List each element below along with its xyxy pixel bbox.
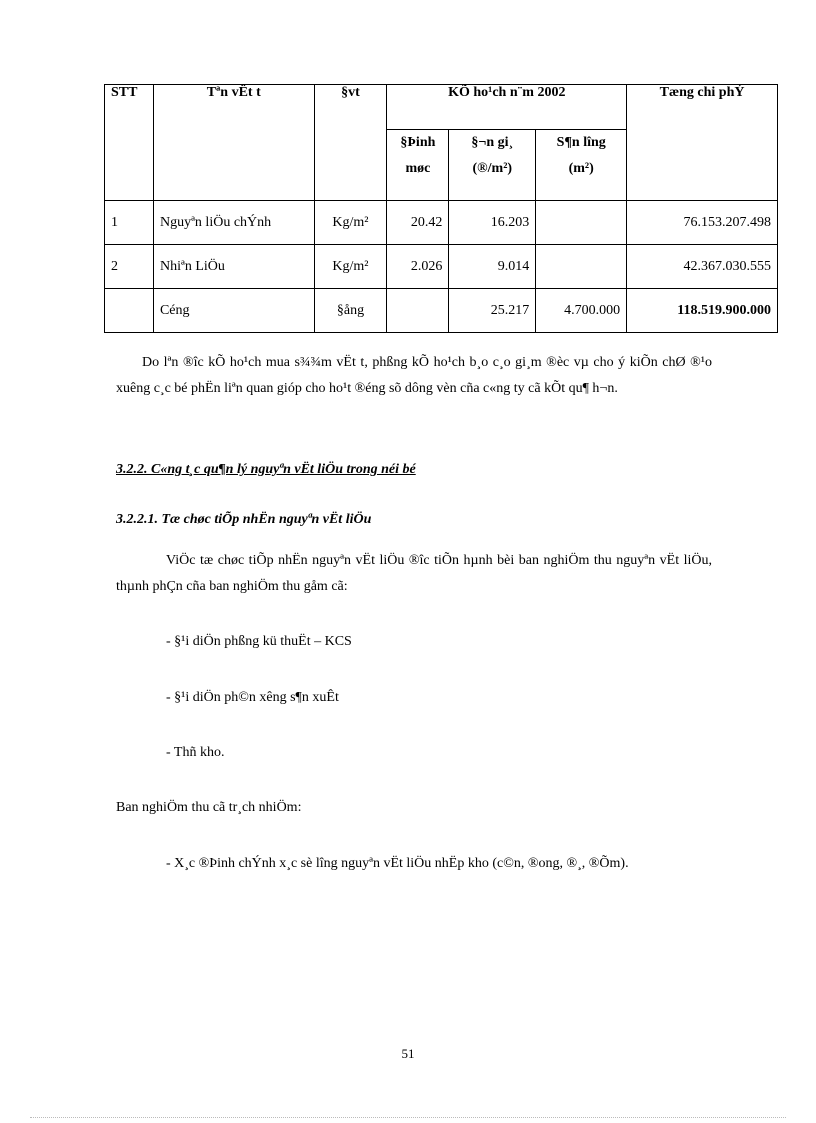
section-heading: 3.2.2. C«ng t¸c qu¶n lý nguyªn vËt liÖu trong néi bé bbox=[116, 462, 416, 477]
paragraph-purchasing: Do lªn ®îc kÕ ho¹ch mua s¾¾m vËt t, phßng kÕ ho¹ch b¸o c¸o gi¸m ®èc vµ cho ý kiÕn chØ ®¹o xuêng c¸c bé phËn liªn quan gióp cho ho¹t ®éng sõ dông vèn cña c«ng ty cã kÕt qu¶ h¬n. bbox=[116, 355, 712, 396]
paragraph-duty: - X¸c ®Þinh chÝnh x¸c sè lîng nguyªn vËt liÖu nhËp kho (c©n, ®ong, ®¸, ®Õm). bbox=[166, 856, 629, 871]
cell-price: 9.014 bbox=[449, 245, 536, 289]
list-item: - §¹i diÖn ph©n xêng s¶n xuÊt bbox=[166, 690, 339, 705]
header-price bbox=[449, 130, 536, 201]
header-norm-line2: møc bbox=[405, 161, 431, 176]
subsection-heading: 3.2.2.1. Tæ chøc tiÕp nhËn nguyªn vËt liÖu bbox=[116, 512, 372, 527]
header-price-line1: §¬n gi¸ bbox=[471, 135, 514, 150]
cell-stt bbox=[105, 289, 154, 333]
cell-output bbox=[536, 201, 627, 245]
cell-unit: §ång bbox=[314, 289, 387, 333]
cell-output: 4.700.000 bbox=[536, 289, 627, 333]
table-row bbox=[105, 201, 778, 245]
header-name: Tªn vËt t bbox=[153, 85, 314, 201]
header-output bbox=[536, 130, 627, 201]
cell-name: Céng bbox=[153, 289, 314, 333]
paragraph-receiving: ViÖc tæ chøc tiÕp nhËn nguyªn vËt liÖu ®îc tiÕn hµnh bèi ban nghiÖm thu nguyªn vËt liÖu, thµnh phÇn cña ban nghiÖm thu gåm cã: bbox=[116, 553, 712, 594]
header-unit: §vt bbox=[314, 85, 387, 201]
header-output-line1: S¶n lîng bbox=[556, 135, 606, 150]
header-norm bbox=[387, 130, 449, 201]
cell-unit: Kg/m² bbox=[314, 245, 387, 289]
cell-name: Nhiªn LiÖu bbox=[153, 245, 314, 289]
table-row-total bbox=[105, 289, 778, 333]
list-item: - Thñ kho. bbox=[166, 745, 225, 760]
cell-price: 16.203 bbox=[449, 201, 536, 245]
cost-plan-table bbox=[104, 84, 778, 333]
header-plan: KÕ ho¹ch n¨m 2002 bbox=[387, 85, 627, 130]
cell-name: Nguyªn liÖu chÝnh bbox=[153, 201, 314, 245]
table-row bbox=[105, 245, 778, 289]
header-output-line2: (m²) bbox=[568, 161, 594, 176]
header-total-cost: Tæng chi phÝ bbox=[627, 85, 778, 201]
list-item: - §¹i diÖn phßng kü thuËt – KCS bbox=[166, 634, 352, 649]
header-stt: STT bbox=[105, 85, 154, 201]
cell-price: 25.217 bbox=[449, 289, 536, 333]
cell-total: 42.367.030.555 bbox=[627, 245, 778, 289]
cell-norm: 2.026 bbox=[387, 245, 449, 289]
header-norm-line1: §Þinh bbox=[400, 135, 436, 150]
header-price-line2: (®/m²) bbox=[472, 161, 513, 176]
duty-line: Ban nghiÖm thu cã tr¸ch nhiÖm: bbox=[116, 800, 302, 815]
cell-norm: 20.42 bbox=[387, 201, 449, 245]
cell-unit: Kg/m² bbox=[314, 201, 387, 245]
cell-total: 76.153.207.498 bbox=[627, 201, 778, 245]
cell-stt: 1 bbox=[105, 201, 154, 245]
cell-total: 118.519.900.000 bbox=[627, 289, 778, 333]
cell-norm bbox=[387, 289, 449, 333]
cell-output bbox=[536, 245, 627, 289]
page-number: 51 bbox=[401, 1046, 415, 1061]
cell-stt: 2 bbox=[105, 245, 154, 289]
page-bottom-border bbox=[30, 1117, 786, 1118]
